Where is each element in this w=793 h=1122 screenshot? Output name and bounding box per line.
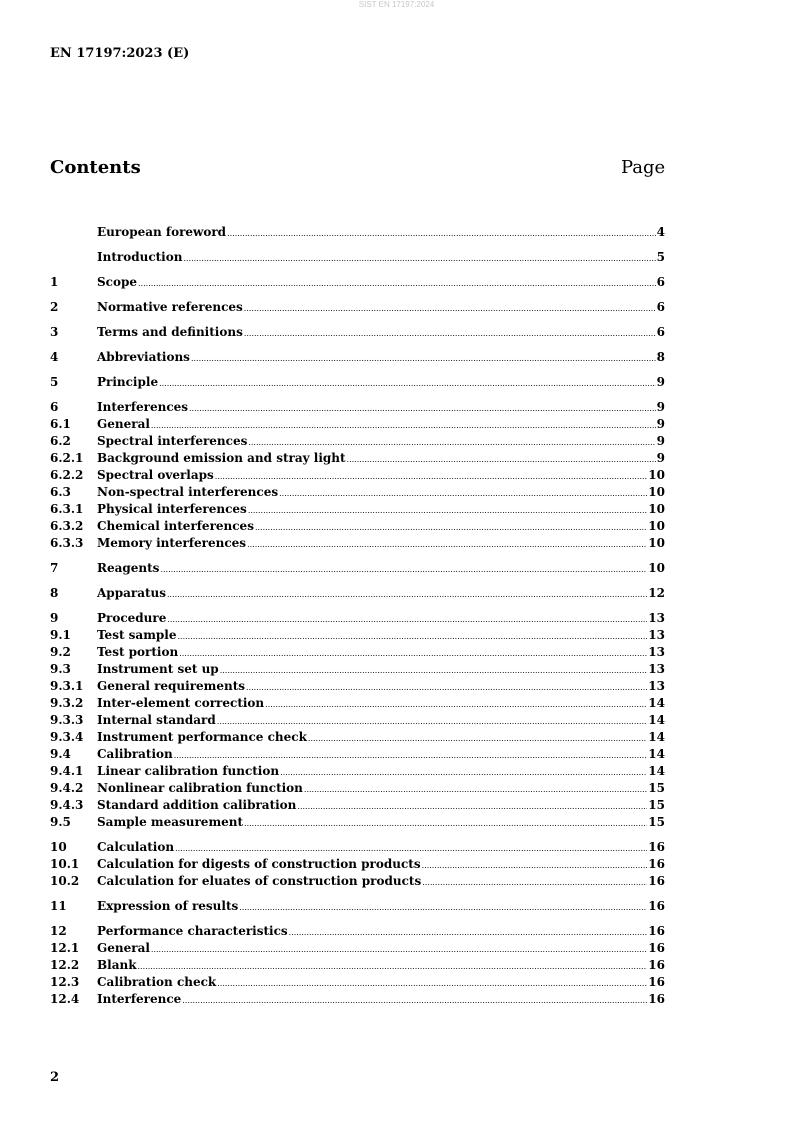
dot-leader bbox=[138, 275, 656, 292]
contents-heading: Contents bbox=[50, 157, 141, 178]
toc-entry[interactable] bbox=[50, 873, 665, 890]
toc-entry-page[interactable]: 15 bbox=[648, 815, 665, 829]
toc-entry[interactable] bbox=[50, 585, 665, 602]
toc-entry-number: 11 bbox=[50, 899, 67, 913]
toc-entry-title[interactable]: Standard addition calibration bbox=[97, 798, 297, 812]
dot-leader bbox=[167, 586, 647, 603]
toc-entry-title[interactable]: Spectral interferences bbox=[97, 434, 248, 448]
toc-entry-number: 9.1 bbox=[50, 628, 71, 642]
toc-entry-page[interactable]: 10 bbox=[648, 468, 665, 482]
toc-entry-page[interactable]: 8 bbox=[656, 350, 665, 364]
toc-entry-number: 9.4.3 bbox=[50, 798, 84, 812]
toc-entry[interactable] bbox=[50, 224, 665, 241]
toc-entry-title[interactable]: Apparatus bbox=[97, 586, 166, 600]
toc-entry-page[interactable]: 13 bbox=[648, 611, 665, 625]
toc-entry-title[interactable]: Abbreviations bbox=[97, 350, 190, 364]
toc-entry[interactable] bbox=[50, 610, 665, 627]
dot-leader bbox=[347, 451, 656, 468]
toc-entry-title[interactable]: Performance characteristics bbox=[97, 924, 288, 938]
toc-entry-number: 1 bbox=[50, 275, 59, 289]
dot-leader bbox=[160, 561, 647, 578]
toc-entry[interactable] bbox=[50, 957, 665, 974]
toc-entry-title[interactable]: Instrument set up bbox=[97, 662, 219, 676]
toc-entry-number: 9.4.2 bbox=[50, 781, 84, 795]
toc-entry[interactable] bbox=[50, 729, 665, 746]
toc-entry-number: 6.1 bbox=[50, 417, 71, 431]
toc-entry-title[interactable]: Test sample bbox=[97, 628, 177, 642]
toc-entry-title[interactable]: Non-spectral interferences bbox=[97, 485, 279, 499]
dot-leader bbox=[182, 992, 647, 1009]
dot-leader bbox=[159, 375, 656, 392]
toc-entry[interactable] bbox=[50, 299, 665, 316]
toc-entry-title[interactable]: Sample measurement bbox=[97, 815, 244, 829]
toc-entry-number: 6.3.3 bbox=[50, 536, 84, 550]
dot-leader bbox=[422, 857, 648, 874]
toc-entry[interactable] bbox=[50, 560, 665, 577]
toc-entry-title[interactable]: Calculation for eluates of construction products bbox=[97, 874, 422, 888]
toc-entry-number: 9.3.1 bbox=[50, 679, 84, 693]
toc-entry-number: 9.3 bbox=[50, 662, 71, 676]
toc-entry[interactable] bbox=[50, 898, 665, 915]
toc-entry-number: 7 bbox=[50, 561, 59, 575]
toc-entry-number: 6.3 bbox=[50, 485, 71, 499]
dot-leader bbox=[239, 899, 647, 916]
toc-entry-page[interactable]: 6 bbox=[656, 300, 665, 314]
toc-entry[interactable] bbox=[50, 399, 665, 416]
toc-entry-page[interactable]: 10 bbox=[648, 485, 665, 499]
dot-leader bbox=[244, 325, 656, 342]
toc-entry-title[interactable]: European foreword bbox=[97, 225, 227, 239]
toc-entry-number: 6.2.1 bbox=[50, 451, 84, 465]
toc-entry-title[interactable]: Memory interferences bbox=[97, 536, 247, 550]
dot-leader bbox=[151, 417, 656, 434]
dot-leader bbox=[289, 924, 648, 941]
toc-entry[interactable] bbox=[50, 349, 665, 366]
dot-leader bbox=[167, 611, 647, 628]
dot-leader bbox=[248, 434, 655, 451]
dot-leader bbox=[175, 840, 647, 857]
toc-entry-title[interactable]: Introduction bbox=[97, 250, 183, 264]
dot-leader bbox=[244, 300, 656, 317]
toc-entry-title[interactable]: Scope bbox=[97, 275, 138, 289]
toc-entry-page[interactable]: 16 bbox=[648, 840, 665, 854]
toc-entry-page[interactable]: 9 bbox=[656, 434, 665, 448]
toc-entry-page[interactable]: 13 bbox=[648, 679, 665, 693]
toc-entry-page[interactable]: 10 bbox=[648, 519, 665, 533]
toc-entry[interactable] bbox=[50, 974, 665, 991]
toc-entry[interactable] bbox=[50, 274, 665, 291]
toc-entry-page[interactable]: 13 bbox=[648, 628, 665, 642]
dot-leader bbox=[308, 730, 647, 747]
toc-entry-number: 9.3.2 bbox=[50, 696, 84, 710]
toc-entry-page[interactable]: 14 bbox=[648, 696, 665, 710]
toc-entry-number: 9 bbox=[50, 611, 59, 625]
toc-entry-page[interactable]: 9 bbox=[656, 417, 665, 431]
toc-entry[interactable] bbox=[50, 856, 665, 873]
toc-entry[interactable] bbox=[50, 450, 665, 467]
toc-entry[interactable] bbox=[50, 416, 665, 433]
dot-leader bbox=[248, 502, 647, 519]
toc-entry-page[interactable]: 15 bbox=[648, 798, 665, 812]
watermark: SIST EN 17197:2024 bbox=[358, 0, 435, 9]
toc-entry-number: 3 bbox=[50, 325, 59, 339]
dot-leader bbox=[191, 350, 656, 367]
toc-entry-page[interactable]: 16 bbox=[648, 941, 665, 955]
page-column-heading: Page bbox=[621, 157, 666, 178]
toc-entry[interactable] bbox=[50, 780, 665, 797]
toc-entry-title[interactable]: Blank bbox=[97, 958, 137, 972]
dot-leader bbox=[244, 815, 647, 832]
toc-entry-page[interactable]: 9 bbox=[656, 451, 665, 465]
dot-leader bbox=[422, 874, 647, 891]
toc-entry-page[interactable]: 14 bbox=[648, 713, 665, 727]
toc-entry-page[interactable]: 6 bbox=[656, 275, 665, 289]
dot-leader bbox=[265, 696, 647, 713]
toc-entry-number: 6.3.1 bbox=[50, 502, 84, 516]
toc-entry[interactable] bbox=[50, 991, 665, 1008]
dot-leader bbox=[183, 250, 655, 267]
toc-entry[interactable] bbox=[50, 678, 665, 695]
toc-entry-title[interactable]: Calculation bbox=[97, 840, 175, 854]
toc-entry[interactable] bbox=[50, 695, 665, 712]
toc-entry-title[interactable]: Linear calibration function bbox=[97, 764, 280, 778]
toc-entry[interactable] bbox=[50, 940, 665, 957]
toc-entry-number: 9.2 bbox=[50, 645, 71, 659]
toc-entry-page[interactable]: 16 bbox=[648, 924, 665, 938]
toc-entry-title[interactable]: Physical interferences bbox=[97, 502, 247, 516]
toc-entry-title[interactable]: Nonlinear calibration function bbox=[97, 781, 303, 795]
dot-leader bbox=[279, 485, 647, 502]
dot-leader bbox=[247, 536, 647, 553]
document-id: EN 17197:2023 (E) bbox=[50, 46, 190, 61]
toc-entry-page[interactable]: 16 bbox=[648, 899, 665, 913]
toc-entry-page[interactable]: 13 bbox=[648, 662, 665, 676]
dot-leader bbox=[215, 468, 648, 485]
toc-entry-page[interactable]: 10 bbox=[648, 502, 665, 516]
toc-entry-number: 8 bbox=[50, 586, 59, 600]
toc-entry-page[interactable]: 5 bbox=[656, 250, 665, 264]
table-of-contents bbox=[50, 224, 665, 1008]
toc-entry-number: 12.2 bbox=[50, 958, 80, 972]
dot-leader bbox=[297, 798, 647, 815]
toc-entry-title[interactable]: Normative references bbox=[97, 300, 243, 314]
toc-entry[interactable] bbox=[50, 518, 665, 535]
toc-entry[interactable] bbox=[50, 797, 665, 814]
toc-entry-title[interactable]: Background emission and stray light bbox=[97, 451, 346, 465]
toc-entry-title[interactable]: Calculation for digests of construction products bbox=[97, 857, 421, 871]
toc-entry[interactable] bbox=[50, 433, 665, 450]
toc-entry-number: 12.1 bbox=[50, 941, 80, 955]
toc-entry-page[interactable]: 16 bbox=[648, 874, 665, 888]
toc-entry[interactable] bbox=[50, 814, 665, 831]
toc-entry-number: 5 bbox=[50, 375, 59, 389]
toc-entry-number: 9.3.3 bbox=[50, 713, 84, 727]
toc-entry-title[interactable]: Calibration bbox=[97, 747, 173, 761]
dot-leader bbox=[217, 713, 648, 730]
toc-entry[interactable] bbox=[50, 661, 665, 678]
toc-entry-number: 9.5 bbox=[50, 815, 71, 829]
toc-entry-page[interactable]: 16 bbox=[648, 992, 665, 1006]
toc-entry-number: 9.4.1 bbox=[50, 764, 84, 778]
toc-entry-page[interactable]: 4 bbox=[656, 225, 665, 239]
toc-entry-number: 6.2 bbox=[50, 434, 71, 448]
toc-entry-title[interactable]: Procedure bbox=[97, 611, 167, 625]
toc-entry-page[interactable]: 15 bbox=[648, 781, 665, 795]
toc-entry-number: 12.3 bbox=[50, 975, 80, 989]
toc-entry-title[interactable]: Test portion bbox=[97, 645, 179, 659]
toc-entry-number: 9.3.4 bbox=[50, 730, 84, 744]
toc-entry-page[interactable]: 14 bbox=[648, 730, 665, 744]
toc-entry[interactable] bbox=[50, 501, 665, 518]
toc-entry-number: 2 bbox=[50, 300, 59, 314]
toc-entry[interactable] bbox=[50, 249, 665, 266]
toc-entry[interactable] bbox=[50, 324, 665, 341]
toc-entry-title[interactable]: General bbox=[97, 417, 150, 431]
toc-entry-page[interactable]: 10 bbox=[648, 561, 665, 575]
toc-entry-page[interactable]: 10 bbox=[648, 536, 665, 550]
toc-entry-number: 12 bbox=[50, 924, 67, 938]
dot-leader bbox=[179, 645, 647, 662]
toc-entry-title[interactable]: Principle bbox=[97, 375, 159, 389]
dot-leader bbox=[304, 781, 647, 798]
toc-entry[interactable] bbox=[50, 763, 665, 780]
toc-entry-page[interactable]: 14 bbox=[648, 764, 665, 778]
toc-entry-page[interactable]: 14 bbox=[648, 747, 665, 761]
toc-entry-number: 10.1 bbox=[50, 857, 80, 871]
toc-entry-page[interactable]: 13 bbox=[648, 645, 665, 659]
toc-entry-title[interactable]: Expression of results bbox=[97, 899, 239, 913]
toc-entry[interactable] bbox=[50, 644, 665, 661]
toc-entry[interactable] bbox=[50, 839, 665, 856]
toc-entry-number: 10 bbox=[50, 840, 67, 854]
dot-leader bbox=[280, 764, 647, 781]
toc-entry-number: 12.4 bbox=[50, 992, 80, 1006]
toc-entry-title[interactable]: Internal standard bbox=[97, 713, 216, 727]
toc-entry[interactable] bbox=[50, 374, 665, 391]
dot-leader bbox=[138, 958, 648, 975]
toc-entry-title[interactable]: Terms and definitions bbox=[97, 325, 243, 339]
dot-leader bbox=[174, 747, 648, 764]
toc-entry-title[interactable]: General requirements bbox=[97, 679, 246, 693]
toc-entry[interactable] bbox=[50, 467, 665, 484]
toc-entry-page[interactable]: 6 bbox=[656, 325, 665, 339]
toc-entry[interactable] bbox=[50, 535, 665, 552]
toc-entry-number: 6.2.2 bbox=[50, 468, 84, 482]
toc-entry-page[interactable]: 16 bbox=[648, 958, 665, 972]
toc-entry-title[interactable]: Inter-element correction bbox=[97, 696, 265, 710]
toc-entry-number: 6.3.2 bbox=[50, 519, 84, 533]
toc-entry-page[interactable]: 12 bbox=[648, 586, 665, 600]
dot-leader bbox=[189, 400, 656, 417]
toc-entry-number: 4 bbox=[50, 350, 59, 364]
toc-entry-page[interactable]: 16 bbox=[648, 857, 665, 871]
toc-entry-number: 10.2 bbox=[50, 874, 80, 888]
page-number: 2 bbox=[50, 1070, 60, 1085]
dot-leader bbox=[255, 519, 647, 536]
toc-entry-title[interactable]: Calibration check bbox=[97, 975, 217, 989]
toc-entry-title[interactable]: General bbox=[97, 941, 150, 955]
toc-entry-page[interactable]: 9 bbox=[656, 400, 665, 414]
toc-entry-page[interactable]: 16 bbox=[648, 975, 665, 989]
dot-leader bbox=[227, 225, 656, 242]
toc-entry[interactable] bbox=[50, 712, 665, 729]
dot-leader bbox=[246, 679, 647, 696]
dot-leader bbox=[220, 662, 648, 679]
dot-leader bbox=[151, 941, 647, 958]
dot-leader bbox=[177, 628, 647, 645]
toc-entry-number: 6 bbox=[50, 400, 59, 414]
toc-entry-title[interactable]: Interference bbox=[97, 992, 182, 1006]
toc-entry-title[interactable]: Instrument performance check bbox=[97, 730, 307, 744]
toc-entry-title[interactable]: Reagents bbox=[97, 561, 160, 575]
toc-entry-number: 9.4 bbox=[50, 747, 71, 761]
toc-entry[interactable] bbox=[50, 923, 665, 940]
toc-entry[interactable] bbox=[50, 484, 665, 501]
toc-entry[interactable] bbox=[50, 746, 665, 763]
toc-entry-page[interactable]: 9 bbox=[656, 375, 665, 389]
toc-entry-title[interactable]: Interferences bbox=[97, 400, 189, 414]
toc-entry[interactable] bbox=[50, 627, 665, 644]
toc-entry-title[interactable]: Chemical interferences bbox=[97, 519, 254, 533]
dot-leader bbox=[217, 975, 647, 992]
toc-entry-title[interactable]: Spectral overlaps bbox=[97, 468, 214, 482]
